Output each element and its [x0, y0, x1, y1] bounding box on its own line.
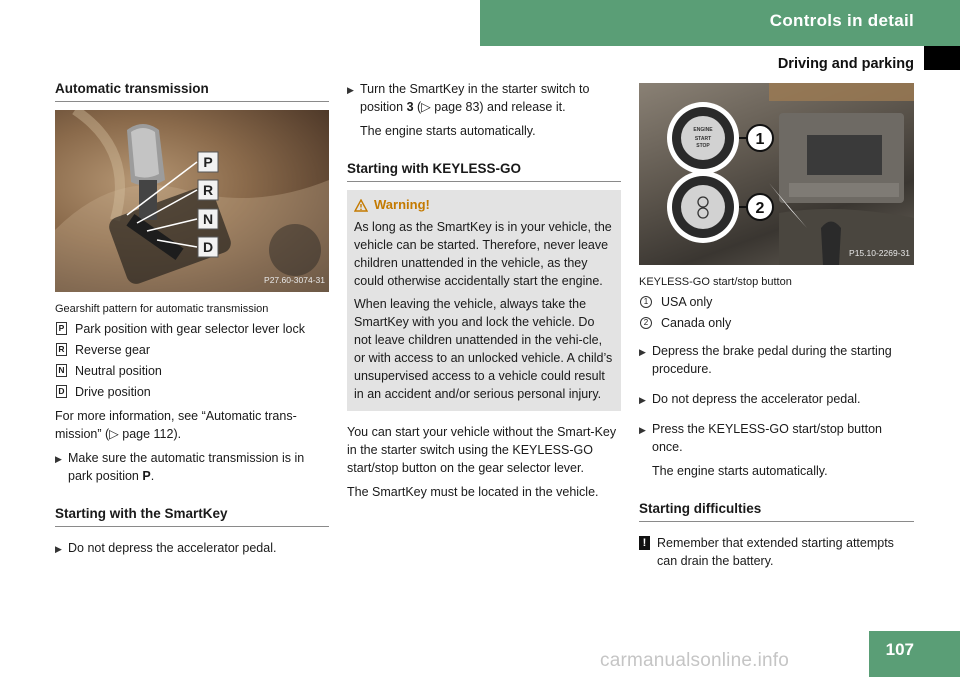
heading-smartkey: Starting with the SmartKey — [55, 505, 329, 527]
page-number: 107 — [885, 640, 914, 659]
column-2 — [347, 80, 621, 507]
keyless-go-photo — [639, 83, 914, 265]
step-text: Do not depress the accelerator pedal. — [68, 541, 277, 555]
key-symbol: P — [56, 322, 67, 335]
note-text: Remember that extended starting attempts can drain the battery. — [657, 536, 894, 568]
list-item — [55, 341, 329, 359]
start-button-canada — [667, 171, 739, 243]
instruction-step — [55, 449, 329, 491]
gear-label-n-text: N — [202, 211, 214, 227]
column-3 — [639, 80, 914, 570]
button-text: START — [694, 136, 712, 142]
step-text: Turn the SmartKey in the starter switch to position — [360, 82, 590, 114]
step-bold: P — [142, 469, 151, 483]
key-symbol: N — [56, 364, 67, 377]
step-arrow-icon: ▶ — [55, 454, 62, 464]
note-box — [639, 534, 914, 570]
heading-keyless-go: Starting with KEYLESS-GO — [347, 160, 621, 182]
more-info-text: For more information, see “Automatic trans-mission” (▷ page 112). — [55, 409, 297, 441]
watermark: carmanualsonline.info — [600, 650, 790, 671]
gear-label-d — [198, 237, 218, 257]
photo-code: P15.10-2269-31 — [849, 248, 910, 258]
step-arrow-icon: ▶ — [639, 347, 646, 357]
instruction-step — [639, 342, 914, 384]
callout-1 — [747, 125, 773, 151]
step-text: Depress the brake pedal during the starting procedure. — [652, 344, 892, 376]
list-item — [55, 362, 329, 380]
list-item — [639, 293, 914, 311]
start-button-usa — [667, 102, 739, 174]
number-circle: 2 — [640, 317, 652, 329]
exclamation-icon: ! — [639, 536, 650, 550]
heading-automatic-transmission: Automatic transmission — [55, 80, 329, 102]
keyless-go-illustration — [639, 83, 914, 265]
gear-label-r-text: R — [202, 182, 214, 198]
instruction-step — [347, 80, 621, 146]
instruction-step — [55, 539, 329, 563]
list-item — [55, 320, 329, 338]
list-item — [55, 383, 329, 401]
position-label: Park position with gear selector lever lock — [75, 322, 305, 336]
step-text-end: . — [150, 469, 155, 483]
body-paragraph: You can start your vehicle without the Smart-Key in the starter switch using the KEYLESS-GO start/stop button on the gear selector lever. — [347, 425, 617, 475]
step-bold: 3 — [406, 100, 414, 114]
figure-caption: Gearshift pattern for automatic transmission — [55, 303, 269, 315]
variant-label: Canada only — [661, 316, 732, 330]
column-1 — [55, 80, 329, 569]
page-number-box — [869, 631, 960, 677]
position-label: Reverse gear — [75, 343, 151, 357]
step-text: Do not depress the accelerator pedal. — [652, 392, 861, 406]
step-arrow-icon: ▶ — [347, 85, 354, 95]
step-text: Make sure the automatic transmission is in park position — [68, 451, 305, 483]
callout-number: 1 — [755, 131, 765, 148]
number-circle: 1 — [640, 296, 652, 308]
gear-label-r — [198, 180, 218, 200]
key-symbol: D — [56, 385, 67, 398]
position-label: Neutral position — [75, 364, 162, 378]
warning-triangle-icon — [354, 199, 368, 212]
step-text: Press the KEYLESS-GO start/stop button once. — [652, 422, 882, 454]
body-paragraph: The SmartKey must be located in the vehicle. — [347, 485, 599, 499]
callout-number: 2 — [755, 200, 765, 217]
variant-label: USA only — [661, 295, 713, 309]
heading-starting-difficulties: Starting difficulties — [639, 500, 914, 522]
instruction-step — [639, 390, 914, 414]
section-title: Controls in detail — [769, 11, 914, 30]
warning-paragraph: When leaving the vehicle, always take the SmartKey with you and lock the vehicle. Do not leave children unattended in the vehi-cle, or with access to an unlocked vehicle. A child’s unsupervised access to a vehicle could result in an accident and/or serious personal injury. — [354, 297, 613, 401]
subsection-title: Driving and parking — [777, 56, 914, 72]
button-text: ENGINE — [693, 127, 713, 133]
warning-paragraph: As long as the SmartKey is in your vehicle, the vehicle can be started. Therefore, never leave children unattended in the vehicle, as they could otherwise accidentally start the engine. — [354, 220, 612, 288]
gearshift-illustration — [55, 110, 329, 292]
warning-box — [347, 190, 621, 411]
instruction-step — [639, 420, 914, 486]
warning-title: Warning! — [374, 197, 430, 212]
callout-2 — [747, 194, 773, 220]
step-arrow-icon: ▶ — [639, 425, 646, 435]
figure-caption: KEYLESS-GO start/stop button — [639, 276, 792, 288]
list-item — [639, 314, 914, 332]
gear-label-n — [198, 209, 218, 229]
step-text-end: (▷ page 83) and release it. — [413, 100, 566, 114]
header-tab-marker — [924, 46, 960, 70]
step-result: The engine starts automatically. — [360, 124, 536, 138]
step-result: The engine starts automatically. — [652, 464, 828, 478]
step-arrow-icon: ▶ — [639, 395, 646, 405]
gear-label-d-text: D — [202, 239, 214, 255]
photo-code: P27.60-3074-31 — [264, 275, 325, 285]
gear-label-p — [198, 152, 218, 172]
gearshift-photo — [55, 110, 329, 292]
button-text: STOP — [696, 143, 710, 149]
key-symbol: R — [56, 343, 67, 356]
step-arrow-icon: ▶ — [55, 544, 62, 554]
position-label: Drive position — [75, 385, 151, 399]
gear-label-p-text: P — [203, 154, 213, 170]
